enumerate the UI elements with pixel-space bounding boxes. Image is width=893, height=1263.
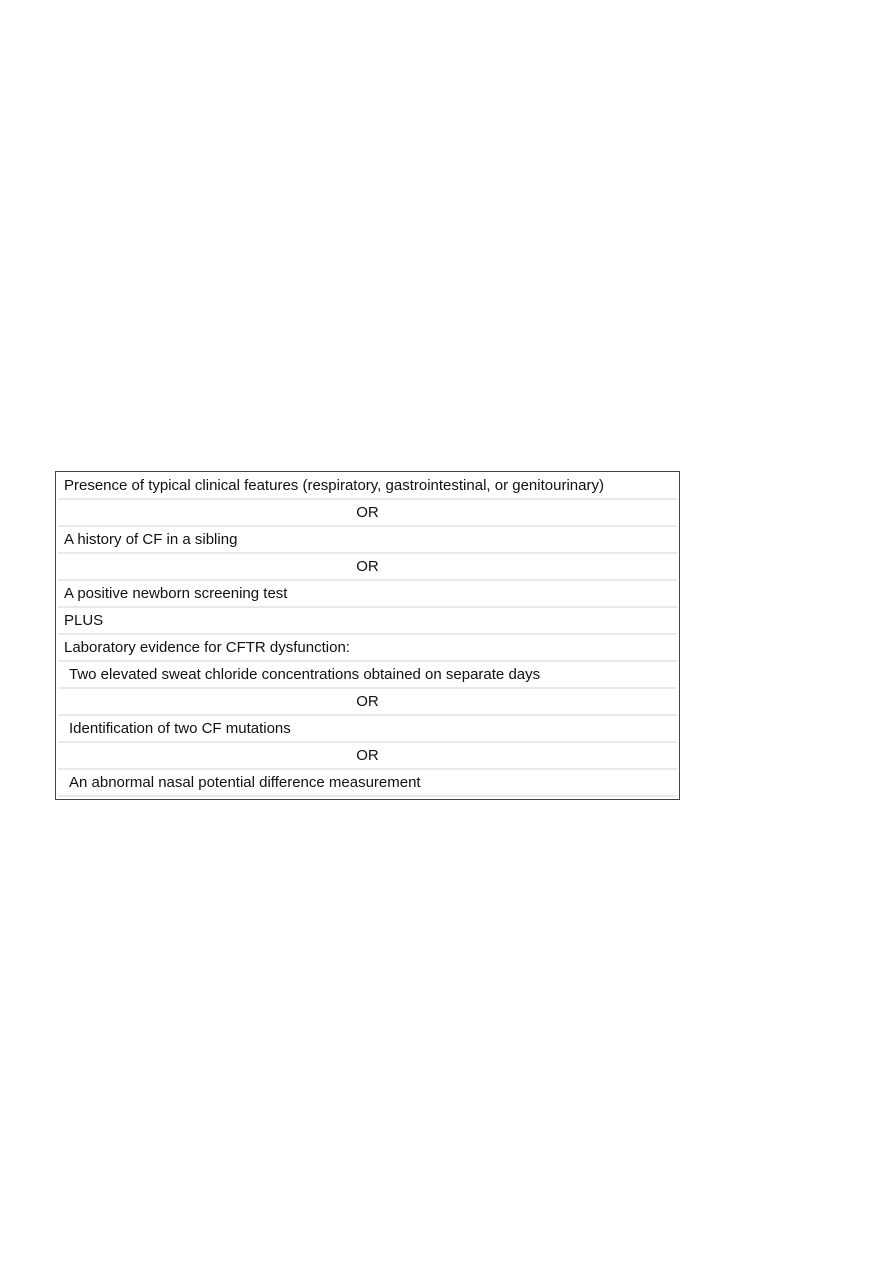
criteria-row-or: OR bbox=[58, 689, 677, 716]
criteria-row-sweat-chloride: Two elevated sweat chloride concentrations obtained on separate days bbox=[58, 662, 677, 689]
criteria-row-or: OR bbox=[58, 500, 677, 527]
criteria-row-plus: PLUS bbox=[58, 608, 677, 635]
criteria-row-nasal-potential: An abnormal nasal potential difference measurement bbox=[58, 770, 677, 797]
criteria-row-or: OR bbox=[58, 743, 677, 770]
criteria-row-cf-mutations: Identification of two CF mutations bbox=[58, 716, 677, 743]
criteria-row-lab-evidence-heading: Laboratory evidence for CFTR dysfunction: bbox=[58, 635, 677, 662]
criteria-row-clinical-features: Presence of typical clinical features (respiratory, gastrointestinal, or genitourinary) bbox=[58, 473, 677, 500]
criteria-row-newborn-screening: A positive newborn screening test bbox=[58, 581, 677, 608]
criteria-row-sibling-history: A history of CF in a sibling bbox=[58, 527, 677, 554]
criteria-row-or: OR bbox=[58, 554, 677, 581]
diagnostic-criteria-table bbox=[55, 471, 680, 800]
